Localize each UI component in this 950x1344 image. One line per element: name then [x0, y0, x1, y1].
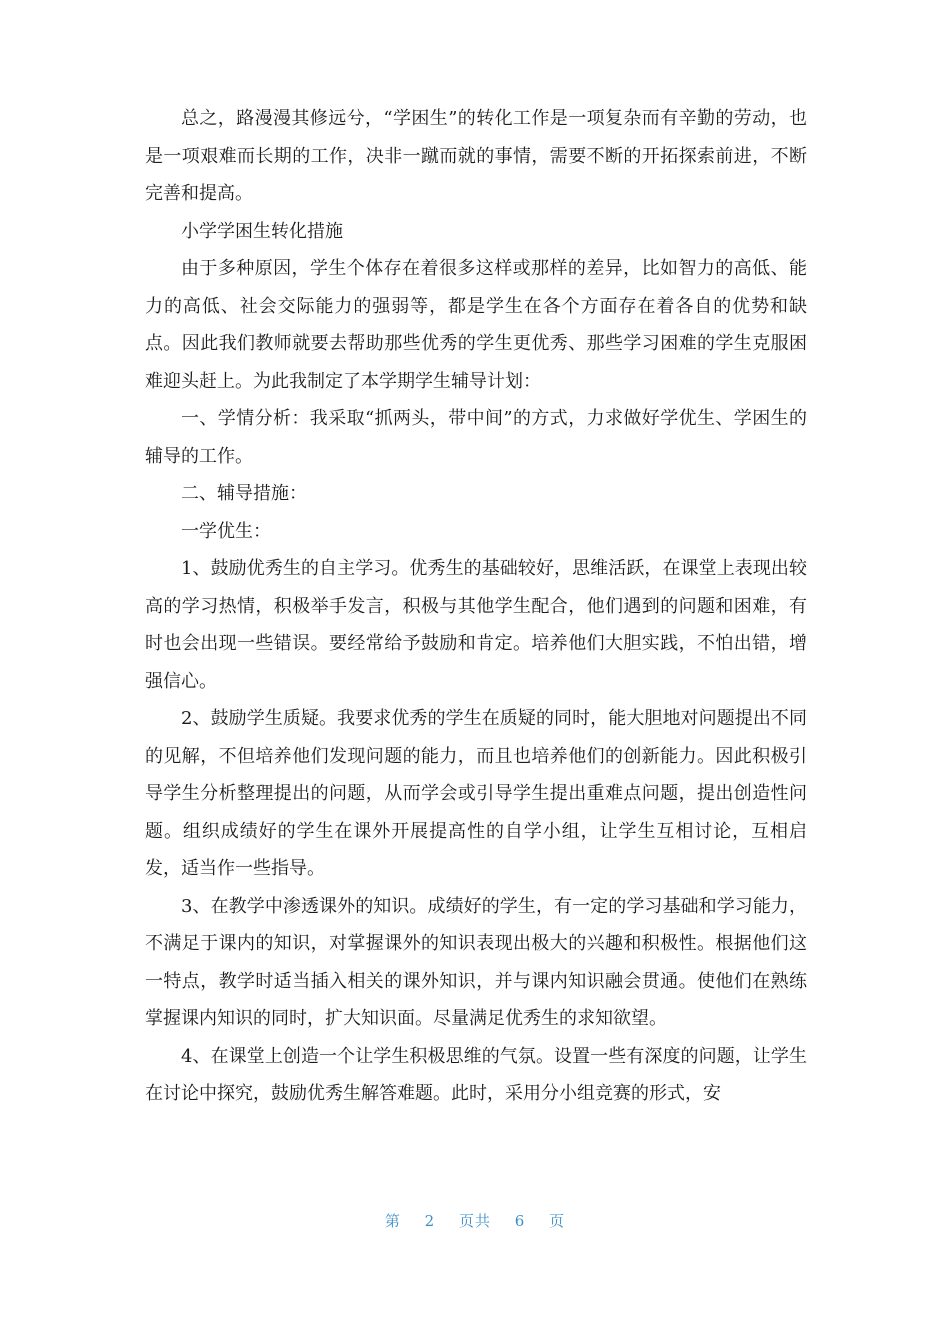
footer-total-pages: 6 — [514, 1212, 526, 1230]
footer-label-ye: 页 — [549, 1212, 566, 1230]
paragraph-top-students-heading: 一学优生： — [181, 520, 271, 542]
footer-current-page: 2 — [424, 1212, 436, 1230]
footer-label-di: 第 — [384, 1212, 401, 1230]
paragraph-analysis: 一、学情分析：我采取“抓两头，带中间”的方式，力求做好学优生、学困生的辅导的工作。 — [145, 408, 807, 467]
document-body — [145, 100, 807, 1113]
page-footer — [0, 1210, 950, 1231]
paragraph-item-1: 1、鼓励优秀生的自主学习。优秀生的基础较好，思维活跃，在课堂上表现出较高的学习热情，积极举手发言，积极与其他学生配合，他们遇到的问题和困难，有时也会出现一些错误。要经常给予鼓励和肯定。培养他们大胆实践，不怕出错，增强信心。 — [145, 558, 807, 692]
paragraph-item-2: 2、鼓励学生质疑。我要求优秀的学生在质疑的同时，能大胆地对问题提出不同的见解，不但培养他们发现问题的能力，而且也培养他们的创新能力。因此积极引导学生分析整理提出的问题，从而学会或引导学生提出重难点问题，提出创造性问题。组织成绩好的学生在课外开展提高性的自学小组，让学生互相讨论，互相启发，适当作一些指导。 — [145, 708, 807, 879]
paragraph-item-3: 3、在教学中渗透课外的知识。成绩好的学生，有一定的学习基础和学习能力，不满足于课内的知识，对掌握课外的知识表现出极大的兴趣和积极性。根据他们这一特点，教学时适当插入相关的课外知识，并与课内知识融会贯通。使他们在熟练掌握课内知识的同时，扩大知识面。尽量满足优秀生的求知欲望。 — [145, 895, 807, 1029]
paragraph-intro: 由于多种原因，学生个体存在着很多这样或那样的差异，比如智力的高低、能力的高低、社会交际能力的强弱等，都是学生在各个方面存在着各自的优势和缺点。因此我们教师就要去帮助那些优秀的学生更优秀、那些学习困难的学生克服困难迎头赶上。为此我制定了本学期学生辅导计划： — [145, 258, 807, 392]
section-heading: 小学学困生转化措施 — [181, 220, 343, 242]
paragraph-conclusion: 总之，路漫漫其修远兮，“学困生”的转化工作是一项复杂而有辛勤的劳动，也是一项艰难而长期的工作，决非一蹴而就的事情，需要不断的开拓探索前进，不断完善和提高。 — [145, 108, 807, 204]
footer-label-ye-gong: 页共 — [458, 1212, 491, 1230]
paragraph-measures-heading: 二、辅导措施： — [181, 483, 307, 504]
paragraph-item-4: 4、在课堂上创造一个让学生积极思维的气氛。设置一些有深度的问题，让学生在讨论中探究，鼓励优秀生解答难题。此时，采用分小组竞赛的形式，安 — [145, 1045, 807, 1104]
